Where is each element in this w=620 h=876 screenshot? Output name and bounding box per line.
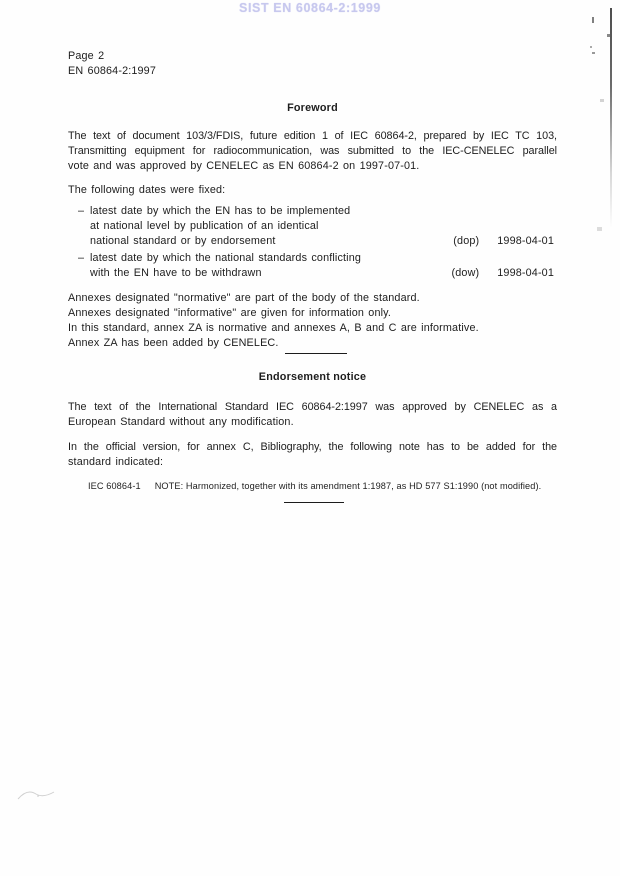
paragraph-line: Transmitting equipment for radiocommunication, was submitted to the IEC-CENELEC parallel [68, 145, 557, 157]
note-standard-ref: IEC 60864-1 [88, 481, 141, 491]
date-item-dow [78, 251, 557, 281]
paragraph-line: standard indicated: [68, 456, 164, 468]
dow-date: 1998-04-01 [497, 267, 554, 279]
scan-artifact-speck [592, 17, 594, 23]
page-number: Page 2 [68, 50, 105, 62]
page-info [68, 49, 156, 79]
annex-paragraph [68, 291, 557, 351]
list-line: latest date by which the EN has to be implemented [90, 205, 351, 217]
scan-artifact-speck [600, 99, 604, 102]
list-line: at national level by publication of an identical [90, 220, 319, 232]
paragraph-line: In this standard, annex ZA is normative and annexes A, B and C are informative. [68, 322, 479, 334]
scan-artifact-edge-line [610, 8, 612, 228]
paragraph-line: The text of document 103/3/FDIS, future edition 1 of IEC 60864-2, prepared by IEC TC 103, [68, 130, 557, 142]
dow-row [452, 266, 554, 281]
paragraph-line: In the official version, for annex C, Bibliography, the following note has to be added for the [68, 441, 557, 453]
section-divider [285, 353, 347, 354]
bibliography-note [88, 481, 558, 491]
foreword-paragraph [68, 129, 557, 174]
scan-artifact-speck [590, 46, 592, 48]
note-text: NOTE: Harmonized, together with its amendment 1:1987, as HD 577 S1:1990 (not modified). [154, 481, 542, 491]
foreword-heading: Foreword [287, 102, 338, 114]
scan-artifact-pencil-mark [14, 785, 60, 805]
date-item-dop [78, 204, 557, 249]
list-line: with the EN have to be withdrawn [90, 267, 262, 279]
paragraph-line: European Standard without any modification. [68, 416, 294, 428]
scan-artifact-speck [607, 34, 610, 37]
scan-artifact-speck [597, 227, 602, 231]
paragraph-line: Annexes designated "informative" are given for information only. [68, 307, 392, 319]
section-divider [284, 502, 344, 503]
list-line: latest date by which the national standards conflicting [90, 252, 362, 264]
dates-intro: The following dates were fixed: [68, 184, 226, 196]
scan-artifact-speck [592, 52, 595, 54]
dop-row [453, 234, 554, 249]
watermark: SIST EN 60864-2:1999 [239, 1, 381, 15]
dop-date: 1998-04-01 [497, 235, 554, 247]
dop-label: (dop) [453, 235, 480, 247]
official-version-paragraph [68, 440, 557, 470]
dow-label: (dow) [451, 267, 480, 279]
paragraph-line: Annexes designated "normative" are part of the body of the standard. [68, 292, 420, 304]
dash-bullet: – [78, 205, 85, 217]
paragraph-line: vote and was approved by CENELEC as EN 60864-2 on 1997-07-01. [68, 160, 420, 172]
endorsement-heading: Endorsement notice [258, 371, 367, 383]
paragraph-line: Annex ZA has been added by CENELEC. [68, 337, 279, 349]
dash-bullet: – [78, 252, 85, 264]
document-reference: EN 60864-2:1997 [68, 65, 156, 77]
paragraph-line: The text of the International Standard IEC 60864-2:1997 was approved by CENELEC as a [68, 401, 557, 413]
endorsement-paragraph [68, 400, 557, 430]
list-line: national standard or by endorsement [90, 235, 276, 247]
